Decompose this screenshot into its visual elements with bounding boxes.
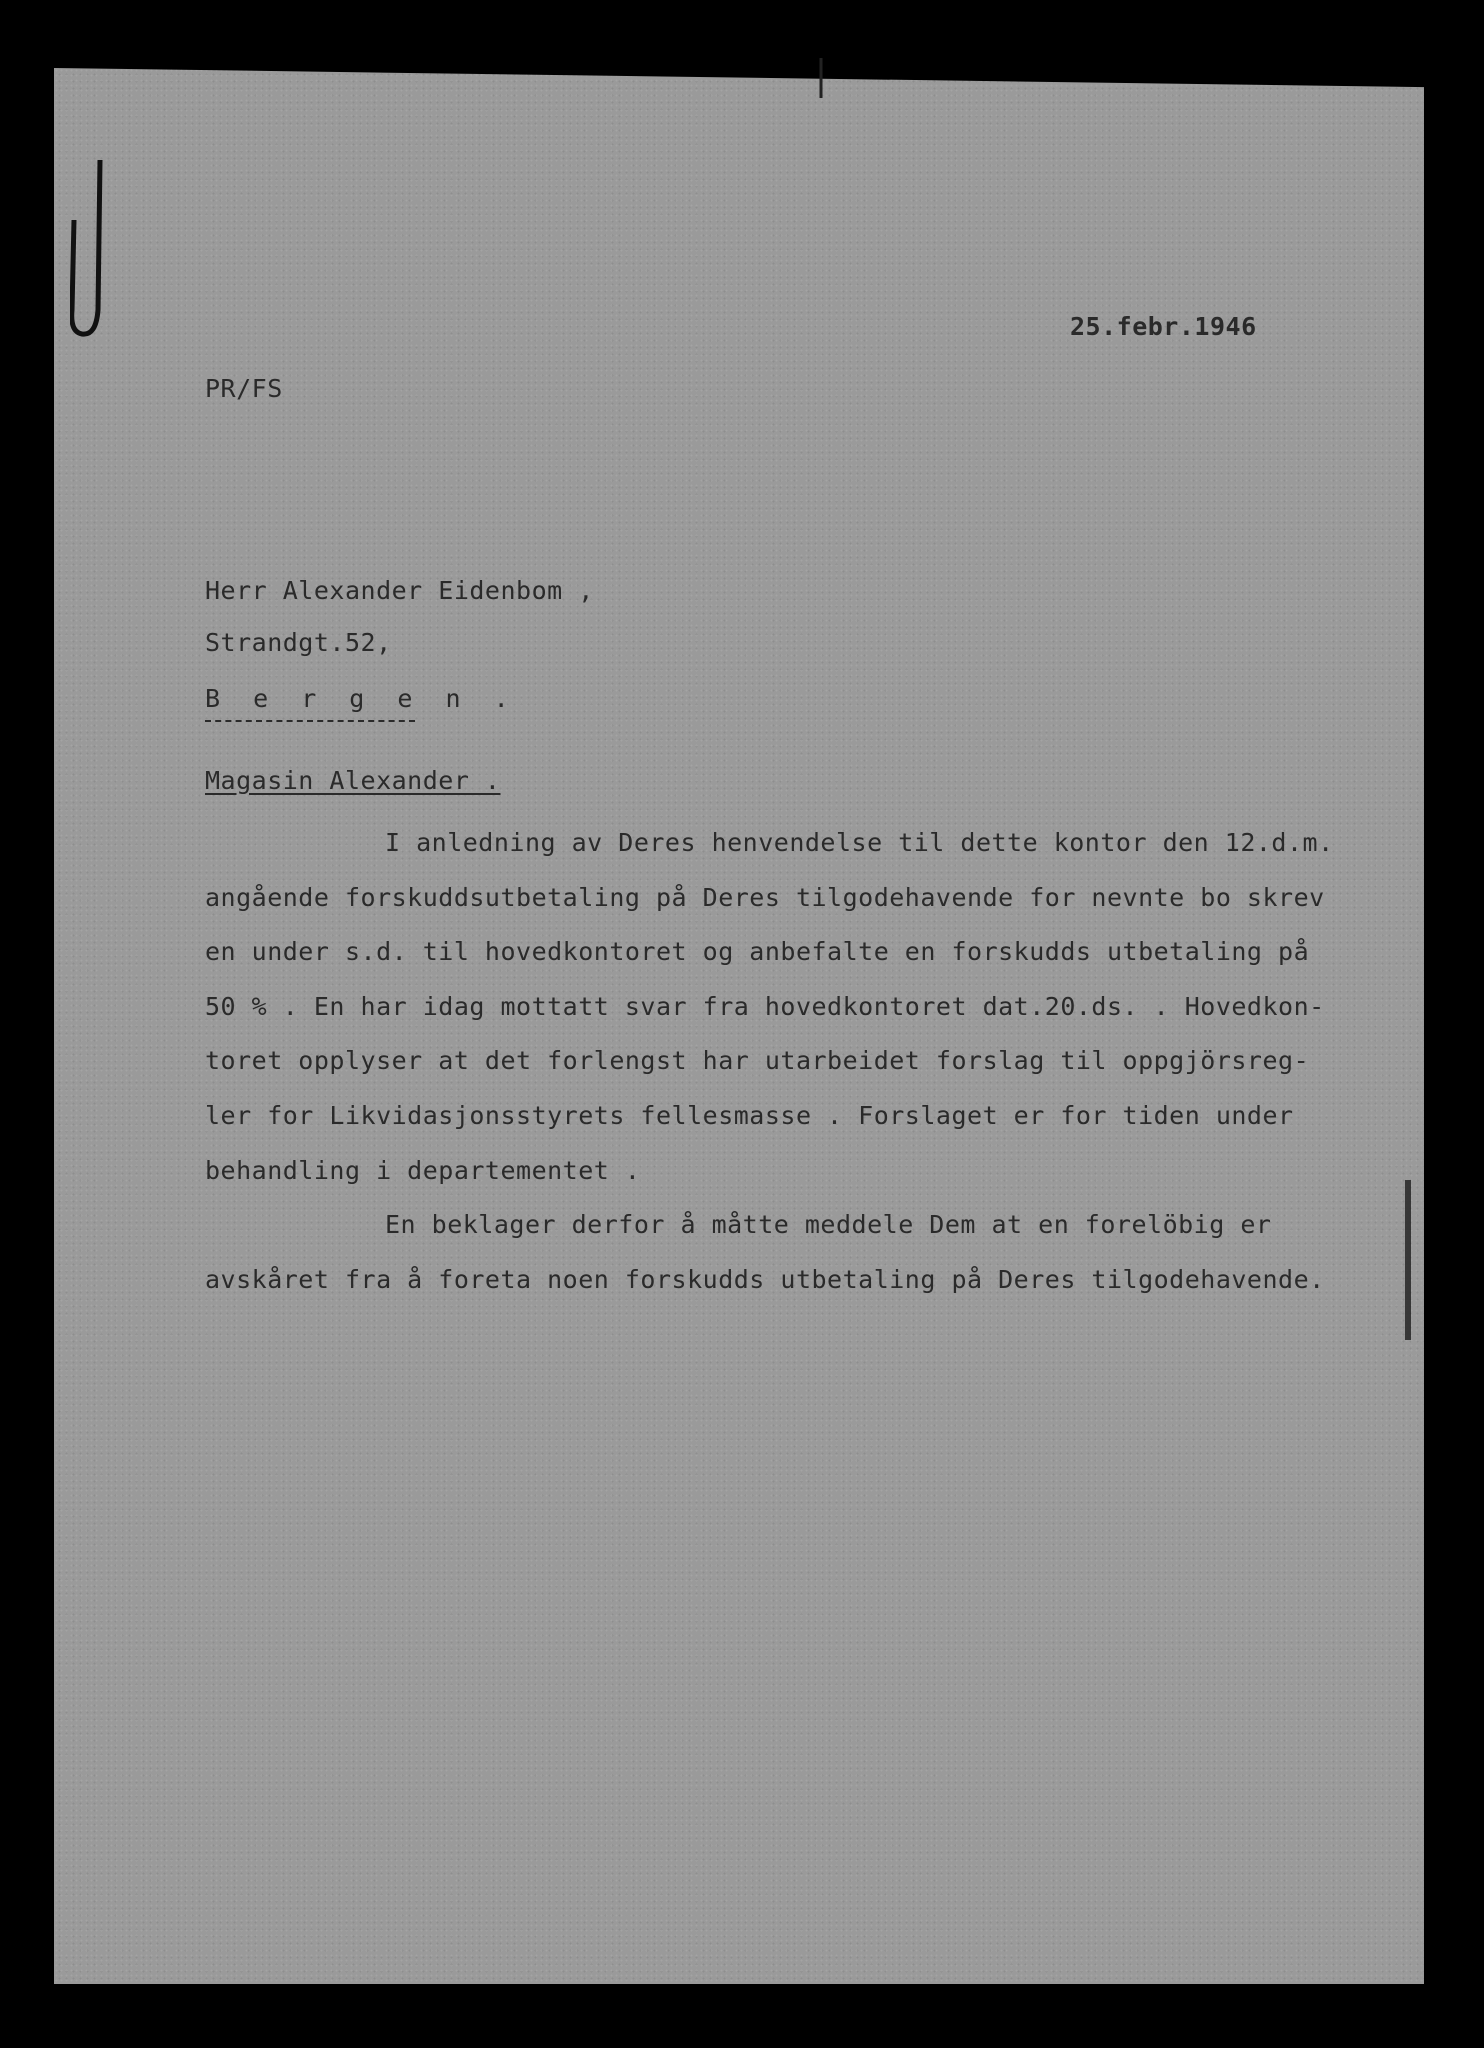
letter-date: 25.febr.1946: [1070, 312, 1257, 341]
body-line: angående forskuddsutbetaling på Deres tilgodehavende for nevnte bo skrev: [205, 882, 1325, 912]
body-line: I anledning av Deres henvendelse til dette kontor den 12.d.m.: [385, 828, 1334, 857]
city-underline: [205, 720, 415, 722]
body-line: 50 % . En har idag mottatt svar fra hovedkontoret dat.20.ds. . Hovedkon-: [205, 991, 1325, 1021]
letter-subject: Magasin Alexander .: [205, 766, 501, 795]
recipient-street: Strandgt.52,: [205, 628, 392, 657]
reference-code: PR/FS: [205, 374, 283, 403]
body-line: avskåret fra å foreta noen forskudds utbetaling på Deres tilgodehavende.: [205, 1264, 1325, 1294]
body-line: en under s.d. til hovedkontoret og anbefalte en forskudds utbetaling på: [205, 937, 1310, 967]
body-line: toret opplyser at det forlengst har utarbeidet forslag til oppgjörsreg-: [205, 1046, 1310, 1076]
recipient-name: Herr Alexander Eidenbom ,: [205, 576, 594, 605]
body-line: En beklager derfor å måtte meddele Dem at en forelöbig er: [385, 1210, 1272, 1240]
body-line: ler for Likvidasjonsstyrets fellesmasse . Forslaget er for tiden under: [205, 1100, 1294, 1130]
page-notch: [818, 58, 824, 98]
letter-body: [205, 816, 1415, 1307]
recipient-city: B e r g e n .: [205, 684, 518, 713]
paper-clip-icon: [70, 160, 110, 340]
body-line: behandling i departementet .: [205, 1155, 641, 1185]
